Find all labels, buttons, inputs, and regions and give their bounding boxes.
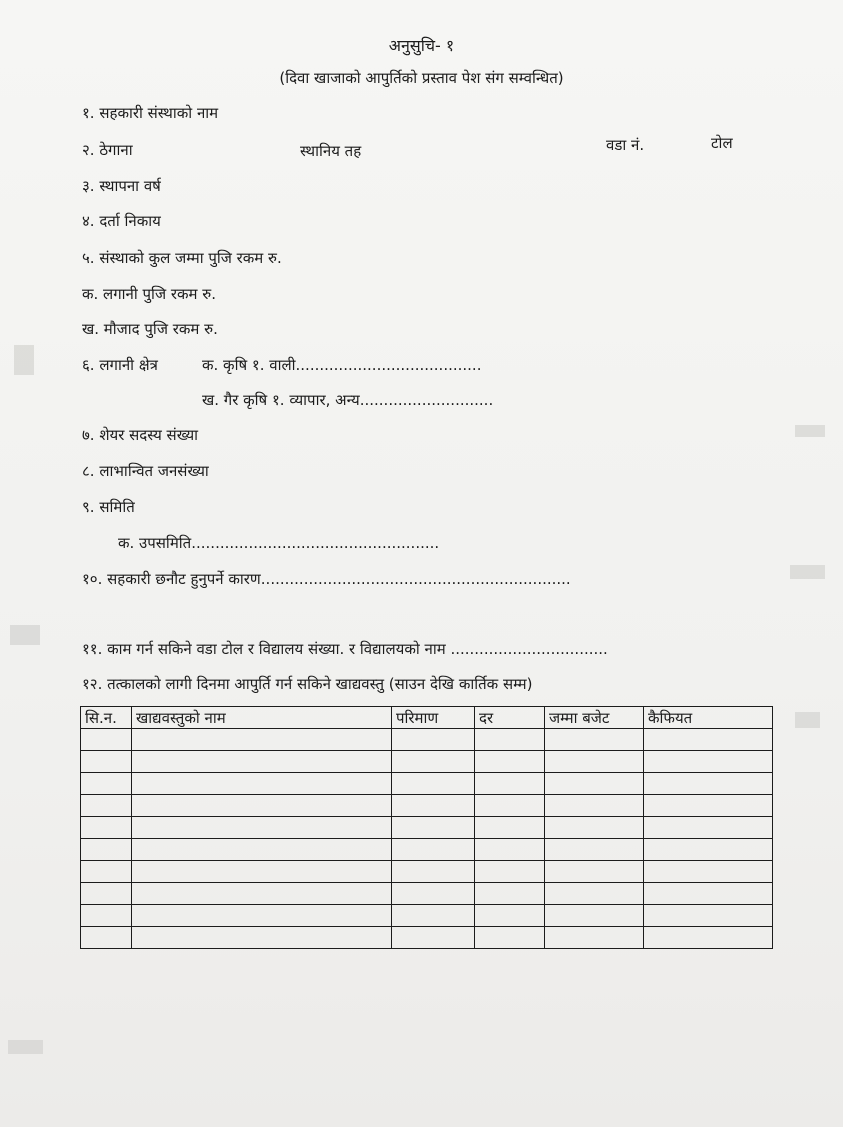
table-cell [132,817,392,839]
scan-speck [8,1040,43,1054]
col-header-item-name: खाद्यवस्तुको नाम [132,707,392,729]
table-cell [545,861,644,883]
field-tole: टोल [711,134,733,152]
page-subtitle: (दिवा खाजाको आपुर्तिको प्रस्ताव पेश संग सम्वन्धित) [279,69,564,87]
table-cell [132,927,392,949]
table-cell [132,883,392,905]
table-cell [132,861,392,883]
table-cell [475,839,545,861]
table-cell [475,773,545,795]
table-cell [392,817,475,839]
table-cell [81,817,132,839]
table-cell [81,905,132,927]
col-header-rate: दर [475,707,545,729]
table-row [81,751,773,773]
table-cell [644,883,773,905]
field-share-members: ७. शेयर सदस्य संख्या [82,426,199,444]
table-cell [81,795,132,817]
table-row [81,861,773,883]
table-cell [392,839,475,861]
field-daily-food-supply: १२. तत्कालको लागी दिनमा आपुर्ति गर्न सकिने खाद्यवस्तु (साउन देखि कार्तिक सम्म) [82,675,533,693]
field-selection-reason: १०. सहकारी छनौट हुनुपर्ने कारण................................................................. [82,570,571,588]
table-cell [81,861,132,883]
table-cell [475,905,545,927]
table-cell [81,773,132,795]
table-cell [392,751,475,773]
table-cell [132,729,392,751]
table-cell [545,773,644,795]
table-cell [644,773,773,795]
field-reserve-capital: ख. मौजाद पुजि रकम रु. [82,320,218,338]
page-title: अनुसुचि- १ [388,36,455,55]
field-address: २. ठेगाना [82,141,133,159]
table-cell [644,839,773,861]
col-header-total-budget: जम्मा बजेट [545,707,644,729]
field-local-level: स्थानिय तह [300,142,362,160]
table-cell [475,927,545,949]
table-cell [545,795,644,817]
table-cell [392,795,475,817]
table-row [81,795,773,817]
col-header-serial: सि.न. [81,707,132,729]
field-investment-sector: ६. लगानी क्षेत्र [82,356,158,374]
table-cell [644,817,773,839]
table-cell [475,751,545,773]
table-body [81,729,773,949]
field-investment-non-agriculture: ख. गैर कृषि १. व्यापार, अन्य............................ [202,391,494,409]
field-investment-agriculture: क. कृषि १. वाली....................................... [202,356,482,374]
table-cell [545,927,644,949]
table-row [81,773,773,795]
table-cell [81,729,132,751]
table-row [81,905,773,927]
table-cell [475,795,545,817]
table-cell [644,905,773,927]
table-row [81,729,773,751]
field-total-capital: ५. संस्थाको कुल जम्मा पुजि रकम रु. [82,249,282,267]
table-cell [644,795,773,817]
scan-speck [14,345,34,375]
field-subcommittee: क. उपसमिति.................................................... [118,534,440,552]
table-row [81,883,773,905]
table-cell [475,861,545,883]
table-cell [81,839,132,861]
table-cell [644,927,773,949]
scan-speck [10,625,40,645]
table-cell [392,773,475,795]
table-cell [132,751,392,773]
table-cell [545,883,644,905]
col-header-remarks: कैफियत [644,707,773,729]
table-cell [545,751,644,773]
field-beneficiary-population: ८. लाभान्वित जनसंख्या [82,462,209,480]
table-header-row [81,707,773,729]
field-established-year: ३. स्थापना वर्ष [82,177,161,195]
table-cell [545,905,644,927]
table-cell [132,839,392,861]
field-cooperative-name: १. सहकारी संस्थाको नाम [82,104,219,122]
field-committee: ९. समिति [82,498,135,516]
field-ward-school-info: ११. काम गर्न सकिने वडा टोल र विद्यालय संख्या. र विद्यालयको नाम ................................. [82,640,608,658]
table-row [81,817,773,839]
table-cell [132,795,392,817]
table-cell [392,927,475,949]
table-cell [545,817,644,839]
table-cell [644,751,773,773]
scan-speck [795,425,825,437]
field-investment-capital: क. लगानी पुजि रकम रु. [82,285,216,303]
food-items-table [80,706,773,949]
table-cell [81,751,132,773]
table-cell [475,729,545,751]
table-cell [644,729,773,751]
table-cell [132,905,392,927]
scan-speck [795,712,820,728]
scan-speck [790,565,825,579]
table-cell [81,927,132,949]
table-cell [392,729,475,751]
table-row [81,839,773,861]
table-row [81,927,773,949]
col-header-quantity: परिमाण [392,707,475,729]
table-cell [545,729,644,751]
table-cell [132,773,392,795]
table-cell [81,883,132,905]
table-cell [545,839,644,861]
table-cell [392,905,475,927]
table-cell [644,861,773,883]
table-cell [392,861,475,883]
field-registration-body: ४. दर्ता निकाय [82,212,161,230]
table-cell [392,883,475,905]
table-cell [475,883,545,905]
field-ward-no: वडा नं. [606,136,645,154]
table-cell [475,817,545,839]
